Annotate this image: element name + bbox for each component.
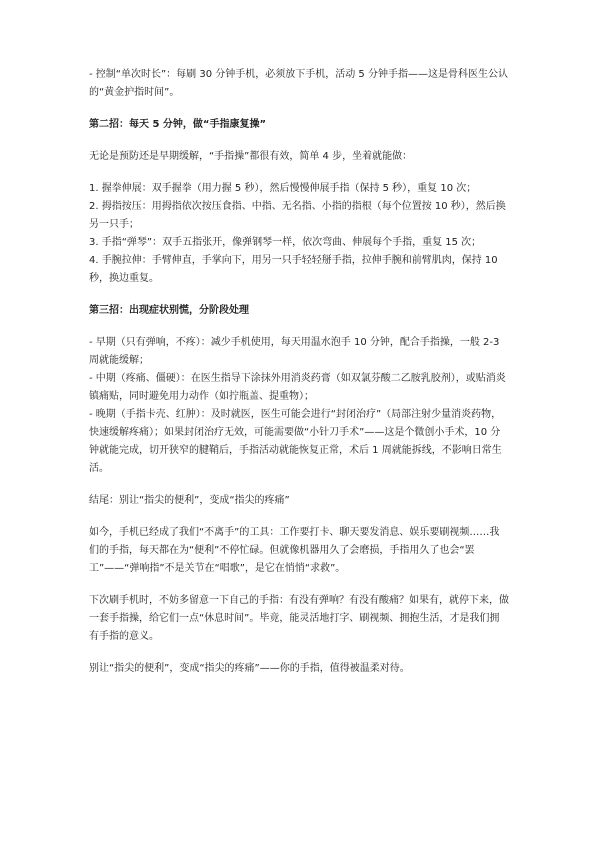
section-heading-3: 第三招：出现症状别慌，分阶段处理 xyxy=(89,305,249,316)
spacer xyxy=(89,510,509,524)
intro-tip: - 控制“单次时长”：每刷 30 分钟手机，必须放下手机，活动 5 分钟手指——这是骨科医生公认的“黄金护指时间”。 xyxy=(89,69,508,98)
section-heading-2: 第二招：每天 5 分钟，做“手指康复操” xyxy=(89,119,267,130)
spacer xyxy=(89,646,509,660)
spacer xyxy=(89,166,509,180)
spacer xyxy=(89,320,509,334)
step-item: 1. 握拳伸展：双手握拳（用力握 5 秒），然后慢慢伸展手指（保持 5 秒），重复 10 次； xyxy=(89,183,477,194)
step-item: 4. 手腕拉伸：手臂伸直，手掌向下，用另一只手轻轻掰手指，拉伸手腕和前臂肌肉，保持 10 秒，换边重复。 xyxy=(89,255,498,284)
conclusion-paragraph: 别让“指尖的便利”，变成“指尖的疼痛”——你的手指，值得被温柔对待。 xyxy=(89,663,410,674)
stage-item: - 中期（疼痛、僵硬）：在医生指导下涂抹外用消炎药膏（如双氯芬酸二乙胺乳胶剂），或贴消炎镇痛贴，同时避免用力动作（如拧瓶盖、提重物）； xyxy=(89,373,506,402)
stage-item: - 晚期（手指卡壳、红肿）：及时就医，医生可能会进行“封闭治疗”（局部注射少量消炎药物，快速缓解疼痛）；如果封闭治疗无效，可能需要做“小针刀手术”——这是个微创小手术，10 分钟就能完成，切开狭窄的腱鞘后，手指活动就能恢复正常，术后 1 周就能拆线，不影响日常生活。 xyxy=(89,409,502,474)
spacer xyxy=(89,102,509,116)
conclusion-paragraph: 如今，手机已经成了我们“不离手”的工具：工作要打卡、聊天要发消息、娱乐要刷视频……我们的手指，每天都在为“便利”不停忙碌。但就像机器用久了会磨损，手指用久了也会“罢工”——“弹响指”不是关节在“唱歌”，是它在悄悄“求救”。 xyxy=(89,527,500,574)
document-body xyxy=(89,66,509,678)
spacer xyxy=(89,134,509,148)
conclusion-heading: 结尾：别让“指尖的便利”，变成“指尖的疼痛” xyxy=(89,495,290,506)
step-item: 2. 拇指按压：用拇指依次按压食指、中指、无名指、小指的指根（每个位置按 10 秒），然后换另一只手； xyxy=(89,201,506,230)
section-intro-2: 无论是预防还是早期缓解，“手指操”都很有效，简单 4 步，坐着就能做： xyxy=(89,151,413,162)
stage-item: - 早期（只有弹响，不疼）：减少手机使用，每天用温水泡手 10 分钟，配合手指操，一般 2-3 周就能缓解； xyxy=(89,337,500,366)
spacer xyxy=(89,288,509,302)
spacer xyxy=(89,478,509,492)
step-item: 3. 手指“弹琴”：双手五指张开，像弹钢琴一样，依次弯曲、伸展每个手指，重复 15 次； xyxy=(89,237,482,248)
conclusion-paragraph: 下次刷手机时，不妨多留意一下自己的手指：有没有弹响？有没有酸痛？如果有，就停下来，做一套手指操，给它们一点“休息时间”。毕竟，能灵活地打字、刷视频、拥抱生活，才是我们拥有手指的意义。 xyxy=(89,595,509,642)
spacer xyxy=(89,578,509,592)
